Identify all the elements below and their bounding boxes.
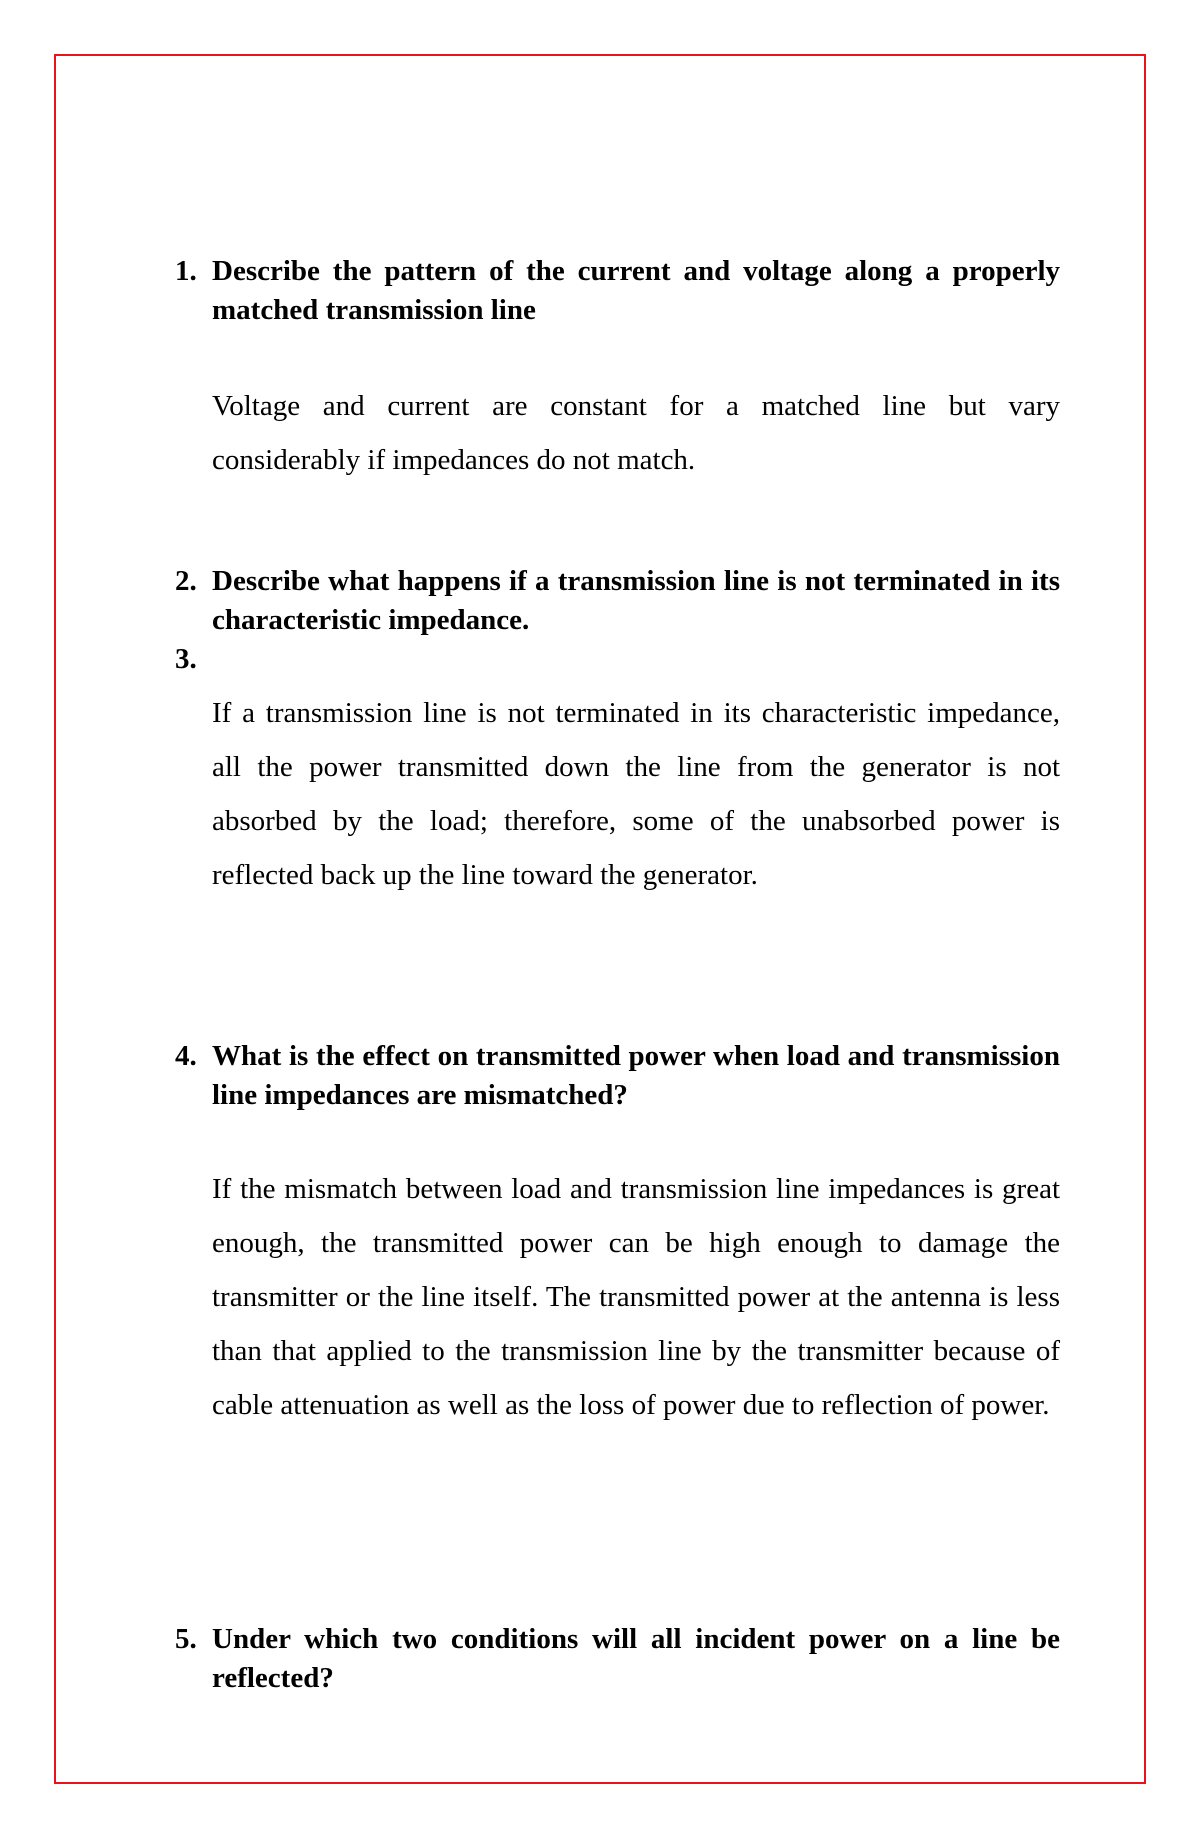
question-number: 1. — [175, 255, 197, 287]
question-number: 4. — [175, 1040, 197, 1072]
question-4 — [165, 1037, 1060, 1115]
answer-3: If a transmission line is not terminated in its characteristic impedance, all the power transmitted down the line from the generator is not absorbed by the load; therefore, some of the unabsorbed power is reflected back up the line toward the generator. — [212, 697, 1060, 891]
answer-4: If the mismatch between load and transmission line impedances is great enough, the transmitted power can be high enough to damage the transmitter or the line itself. The transmitted power at the antenna is less than that applied to the transmission line by the transmitter because of cable attenuation as well as the loss of power due to reflection of power. — [212, 1173, 1060, 1421]
question-text: Under which two conditions will all incident power on a line be reflected? — [212, 1623, 1060, 1694]
question-number: 2. — [175, 565, 197, 597]
question-2 — [165, 562, 1060, 640]
question-text: Describe the pattern of the current and voltage along a properly matched transmission line — [212, 255, 1060, 326]
question-text: Describe what happens if a transmission line is not terminated in its characteristic impedance. — [212, 565, 1060, 636]
answer-1: Voltage and current are constant for a matched line but vary considerably if impedances do not match. — [212, 390, 1060, 476]
question-5 — [165, 1620, 1060, 1698]
question-text: What is the effect on transmitted power when load and transmission line impedances are mismatched? — [212, 1040, 1060, 1111]
question-number: 5. — [175, 1623, 197, 1655]
question-number: 3. — [175, 643, 197, 675]
question-1 — [165, 252, 1060, 330]
